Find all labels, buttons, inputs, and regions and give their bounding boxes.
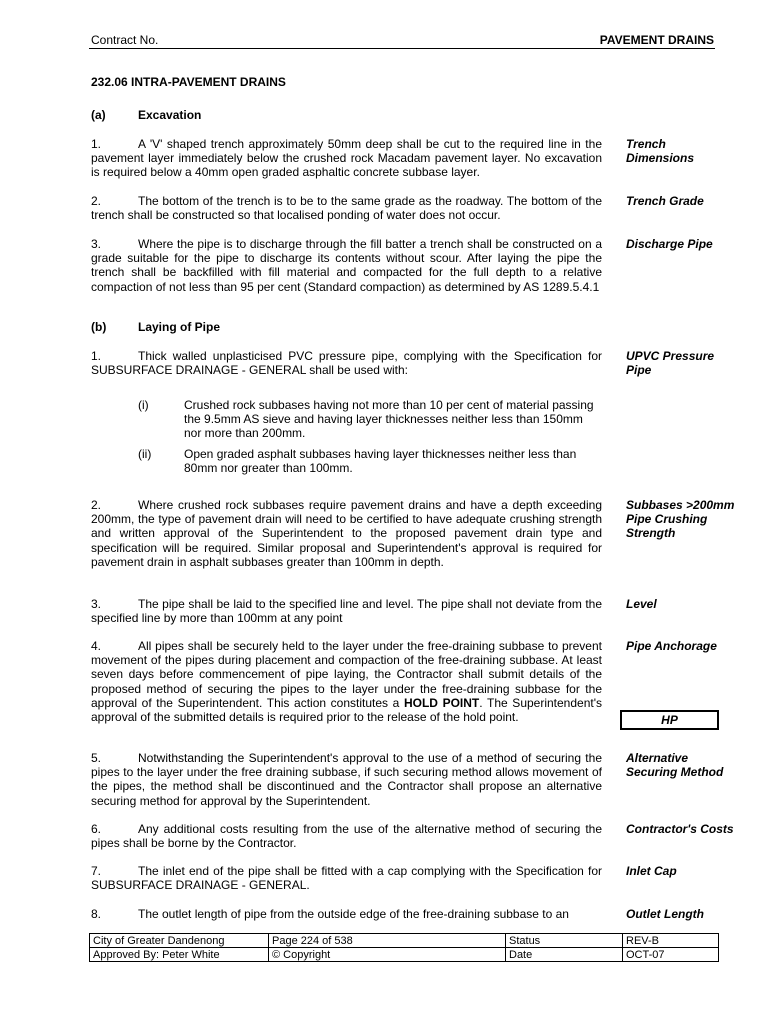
margin-note: Outlet Length [626,907,704,921]
excavation-para-1 [91,137,602,180]
para-text: The bottom of the trench is to be to the same grade as the roadway. The bottom of the trench shall be constructed so that localised ponding of water does not occur. [91,194,602,223]
para-text: Where crushed rock subbases require pavement drains and have a depth exceeding 200mm, the type of pavement drain will need to be certified to have adequate crushing strength and written approval of the Superintendent to the proposed pavement drain type and specification will be required. Similar proposal and Superintendent's approval is required for pavement drain in asphalt subbases greater than 100mm in depth. [91,498,602,569]
laying-para-1 [91,349,602,377]
para-number: 2. [91,498,102,512]
subsection-title: Excavation [138,108,202,122]
hold-point-term: HOLD POINT [403,695,480,710]
margin-note: Alternative Securing Method [626,751,724,780]
margin-note: Subbases >200mm Pipe Crushing Strength [626,498,735,541]
para-text: The pipe shall be laid to the specified line and level. The pipe shall not deviate from the specified line by more than 100mm at any point [91,597,602,626]
margin-note: Level [626,597,657,611]
list-item [138,398,602,441]
subsection-letter: (a) [91,108,106,122]
section-title: PAVEMENT DRAINS [599,33,714,47]
para-text: Thick walled unplasticised PVC pressure pipe, complying with the Specification for SUBSURFACE DRAINAGE - GENERAL shall be used with: [91,349,602,378]
laying-para-2 [91,498,602,569]
header-rule [89,48,715,49]
para-number: 5. [91,751,102,765]
laying-para-3 [91,597,602,625]
laying-para-7 [91,864,602,892]
contract-label: Contract No. [91,33,159,47]
footer-cell: Approved By: Peter White [90,948,269,962]
excavation-para-2 [91,194,602,222]
laying-para-6 [91,822,602,850]
footer-table [89,933,719,962]
para-number: 6. [91,822,102,836]
margin-note: Inlet Cap [626,864,677,878]
para-number: 1. [91,349,102,363]
footer-cell: Date [506,948,623,962]
clause-heading: 232.06 INTRA-PAVEMENT DRAINS [91,75,286,89]
margin-note: Pipe Anchorage [626,639,717,653]
para-text: Notwithstanding the Superintendent's approval to the use of a method of securing the pipes to the layer under the free draining subbase, if such securing method allows movement of the pipes, the method shall be discontinued and the Contractor shall propose an alternative securing method for approval by the Superintendent. [91,751,602,808]
list-number: (ii) [138,447,152,461]
margin-note: Discharge Pipe [626,237,713,251]
table-row [90,948,719,962]
margin-note: Contractor's Costs [626,822,734,836]
para-number: 3. [91,597,102,611]
para-text: The inlet end of the pipe shall be fitted with a cap complying with the Specification for SUBSURFACE DRAINAGE - GENERAL. [91,864,602,893]
margin-note: Trench Grade [626,194,704,208]
laying-para-4 [91,639,602,724]
margin-note: UPVC Pressure Pipe [626,349,715,378]
footer-cell: Page 224 of 538 [269,934,506,948]
para-text: . The Superintendent's approval of the submitted details is required prior to the release of the hold point. [91,695,603,725]
subsection-a-heading [91,108,201,122]
table-row [90,934,719,948]
para-number: 4. [91,639,102,653]
excavation-para-3 [91,237,602,294]
list-number: (i) [138,398,149,412]
para-number: 1. [91,137,102,151]
laying-para-5 [91,751,602,808]
list-text: Open graded asphalt subbases having layer thicknesses neither less than 80mm nor greater than 100mm. [184,447,577,476]
para-text: The outlet length of pipe from the outside edge of the free-draining subbase to an [138,907,569,921]
para-number: 8. [91,907,102,921]
list-item [138,447,602,475]
hold-point-badge: HP [620,710,719,730]
para-number: 2. [91,194,102,208]
subsection-title: Laying of Pipe [138,320,221,334]
para-text: All pipes shall be securely held to the layer under the free-draining subbase to prevent movement of the pipes during placement and compaction of the free-draining subbase. At least seven days before commencement of pipe laying, the Contractor shall submit details of the proposed method of securing the pipes to the layer under the free-draining subbase for the approval of the Superintendent. This action constitutes a [91,639,602,710]
para-number: 7. [91,864,102,878]
footer-cell: OCT-07 [623,948,719,962]
footer-cell: © Copyright [269,948,506,962]
para-number: 3. [91,237,102,251]
subsection-b-heading [91,320,220,334]
para-text: Any additional costs resulting from the use of the alternative method of securing the pipes shall be borne by the Contractor. [91,822,602,851]
footer-cell: City of Greater Dandenong [90,934,269,948]
footer-cell: REV-B [623,934,719,948]
subsection-letter: (b) [91,320,107,334]
list-text: Crushed rock subbases having not more than 10 per cent of material passing the 9.5mm AS sieve and having layer thicknesses neither less than 150mm nor more than 200mm. [184,398,594,441]
margin-note: Trench Dimensions [626,137,695,166]
laying-para-8 [91,907,602,921]
para-text: A 'V' shaped trench approximately 50mm deep shall be cut to the required line in the pavement layer immediately below the crushed rock Macadam pavement layer. No excavation is required below a 40mm open graded asphaltic concrete subbase layer. [91,137,602,180]
footer-cell: Status [506,934,623,948]
para-text: Where the pipe is to discharge through the fill batter a trench shall be constructed on a grade suitable for the pipe to discharge its contents without scour. After laying the pipe the trench shall be backfilled with fill material and compacted for the full depth to a relative compaction of not less than 95 per cent (Standard compaction) as determined by AS 1289.5.4.1 [91,237,602,294]
